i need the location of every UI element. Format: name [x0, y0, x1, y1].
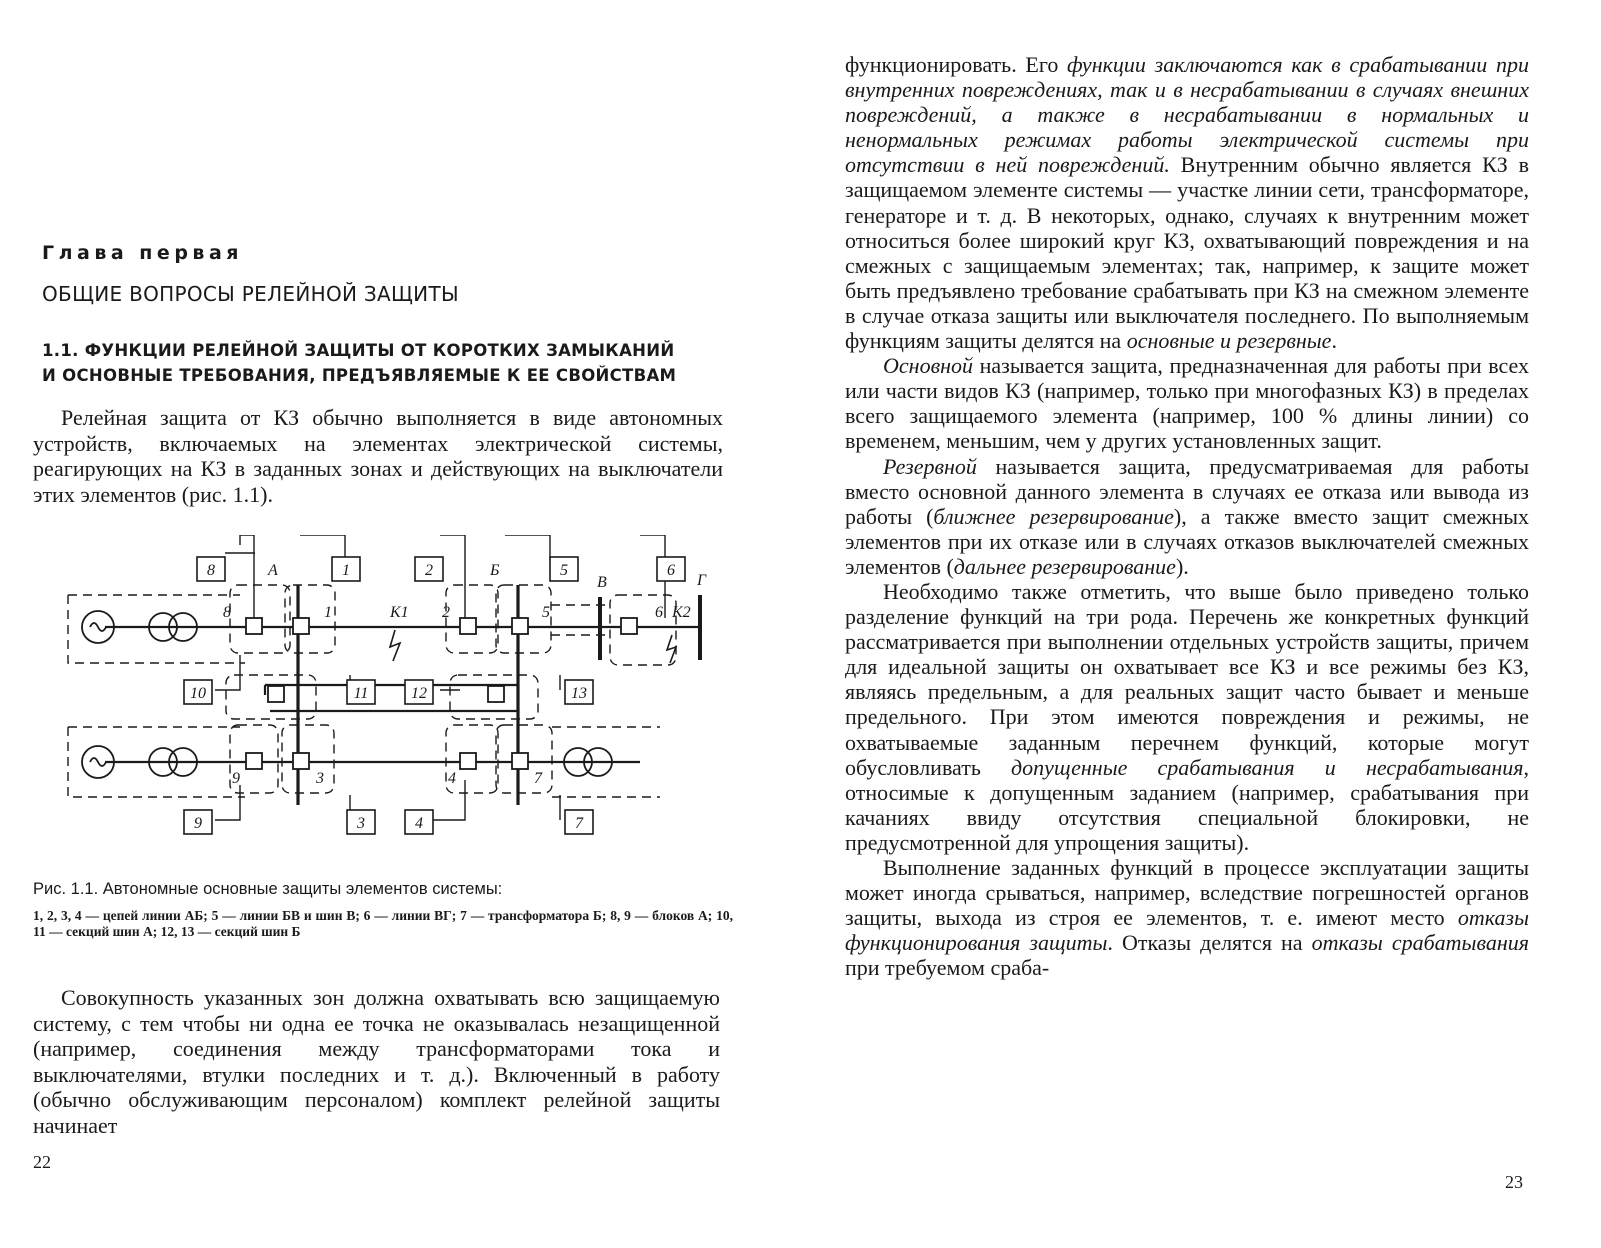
- breaker-label-9: 9: [232, 770, 240, 787]
- italic-run: Основной: [883, 353, 974, 379]
- right-paragraph-5: [845, 855, 1529, 980]
- italic-run: отказы функционирования защиты: [845, 905, 1529, 956]
- breaker-label-1: 1: [324, 604, 332, 621]
- italic-run: Резервной: [883, 453, 977, 479]
- relay-box-label: 6: [667, 562, 675, 579]
- italic-run: дальнее резервирование: [953, 553, 1176, 579]
- relay-box-label: 13: [571, 685, 587, 702]
- chapter-title: ОБЩИЕ ВОПРОСЫ РЕЛЕЙНОЙ ЗАЩИТЫ: [42, 282, 459, 306]
- text-run: при требуемом сраба-: [845, 955, 1050, 981]
- page-number-left: 22: [33, 1152, 51, 1172]
- bus-label-b: Б: [490, 562, 500, 579]
- right-page: [800, 0, 1601, 1248]
- right-paragraph-4: [845, 579, 1529, 855]
- breaker-label-5: 5: [542, 604, 550, 621]
- left-paragraph-1: [33, 405, 723, 507]
- section-title: [42, 338, 732, 388]
- bus-label-a: А: [268, 562, 278, 579]
- text-run: . Отказы делятся на: [1107, 930, 1312, 956]
- relay-box-label: 2: [425, 562, 433, 579]
- italic-run: допущенные срабатывания и несрабатывания: [1011, 754, 1524, 780]
- left-paragraph-2: [33, 985, 720, 1139]
- fault-icon: [390, 630, 676, 663]
- text-run: называется защита, предусматриваемая для работы вместо основной данного элемента в случаях ее отказа или вывода из работы (: [845, 453, 1529, 529]
- right-page-body: [845, 52, 1529, 980]
- text-run: ), а также вместо защит смежных элементов при их отказе или в случаях отказов выключателей смежных элементов (: [845, 503, 1529, 579]
- left-paragraph-2-text: Совокупность указанных зон должна охватывать всю защищаемую систему, с тем чтобы ни одна ее точка не оказывалась незащищенной (например, соединения между трансформаторами тока и выключателями, втулки последних и т. д.). Включенный в работу (обычно обслуживающим персоналом) комплект релейной защиты начинает: [33, 985, 720, 1138]
- bus-label-v: В: [597, 574, 607, 591]
- relay-boxes: [184, 557, 685, 834]
- text-run: Выполнение заданных функций в процессе эксплуатации защиты может иногда срываться, например, вследствие погрешностей органов защиты, выхода из строя ее элементов, т. е. имеют место: [845, 855, 1529, 931]
- text-run: называется защита, предназначенная для работы при всех или части видов КЗ (например, только при многофазных КЗ) в пределах всего защищаемого элемента (например, 100 % длины линии) со временем, меньшим, чем у других установленных защит.: [845, 353, 1529, 454]
- breaker-label-2: 2: [442, 604, 450, 621]
- breaker-label-7: 7: [534, 770, 542, 787]
- relay-box-label: 10: [190, 685, 206, 702]
- chapter-label: Глава первая: [42, 242, 243, 264]
- relay-box-label: 8: [207, 562, 215, 579]
- breaker-label-4: 4: [448, 770, 456, 787]
- figure-legend: 1, 2, 3, 4 — цепей линии АБ; 5 — линии БВ и шин В; 6 — линии ВГ; 7 — трансформатора Б; 8, 9 — блоков А; 10, 11 — секций шин А; 12, 13 — секций шин Б: [33, 908, 733, 939]
- text-run: , относимые к допущенным заданием (например, срабатывания при качаниях ввиду отсутствия специальной блокировки, не предусмотренной для упрощения защиты).: [845, 754, 1529, 855]
- figure-caption: Рис. 1.1. Автономные основные защиты элементов системы:: [33, 880, 503, 898]
- generator-icon: [82, 611, 114, 778]
- italic-run: ближнее резервирование: [933, 503, 1174, 529]
- relay-box-label: 12: [411, 685, 427, 702]
- breaker-label-3: 3: [316, 770, 324, 787]
- left-page: [0, 0, 790, 1248]
- relay-box-label: 4: [415, 815, 423, 832]
- section-title-line2: И ОСНОВНЫЕ ТРЕБОВАНИЯ, ПРЕДЪЯВЛЯЕМЫЕ К ЕЕ СВОЙСТВАМ: [42, 366, 677, 385]
- section-title-line1: 1.1. ФУНКЦИИ РЕЛЕЙНОЙ ЗАЩИТЫ ОТ КОРОТКИХ ЗАМЫКАНИЙ: [42, 341, 675, 360]
- italic-run: отказы срабатывания: [1311, 930, 1529, 956]
- relay-box-label: 3: [357, 815, 365, 832]
- text-run: .: [1331, 328, 1337, 354]
- right-paragraph-1: [845, 52, 1529, 353]
- right-paragraph-3: [845, 454, 1529, 579]
- text-run: Внутренним обычно является КЗ в защищаемом элементе системы — участке линии сети, трансформаторе, генераторе и т. д. В некоторых, однако, случаях к внутренним может относиться более широкий круг КЗ, охватывающий повреждения и на смежных с защищаемым элементах; так, например, к защите может быть предъявлено требование срабатывать при КЗ на смежном элементе в случае отказа защиты или выключателя последнего. По выполняемым функциям защиты делятся на: [845, 152, 1529, 354]
- text-run: ).: [1175, 553, 1189, 579]
- breaker-label-6: 6: [655, 604, 663, 621]
- protection-zones-diagram: [60, 535, 720, 855]
- text-run: Необходимо также отметить, что выше было приведено только разделение функций на три рода. Перечень же конкретных функций рассматривается при выполнении отдельных устройств защиты, причем для идеальной защиты он охватывает все КЗ и все режимы без КЗ, являясь предельным, а для реальных защит часто бывает и меньше предельного. При этом имеются повреждения и режимы, не охватываемые заданным перечнем функций, которые могут обусловливать: [845, 578, 1529, 780]
- page-number-right: 23: [1505, 1172, 1523, 1192]
- fault-label-k1: K1: [390, 604, 409, 621]
- text-run: функционировать. Его: [845, 52, 1068, 77]
- relay-box-label: 11: [353, 685, 369, 702]
- relay-box-label: 5: [560, 562, 568, 579]
- right-paragraph-2: [845, 353, 1529, 453]
- bus-label-g: Г: [697, 572, 707, 589]
- relay-box-label: 9: [194, 815, 202, 832]
- relay-box-label: 1: [342, 562, 350, 579]
- relay-box-label: 7: [575, 815, 583, 832]
- breaker-label-8: 8: [223, 604, 231, 621]
- fault-label-k2: K2: [672, 604, 691, 621]
- transformer-icon: [149, 613, 612, 776]
- italic-run: основные и резервные: [1126, 328, 1332, 354]
- left-paragraph-1-text: Релейная защита от КЗ обычно выполняется в виде автономных устройств, включаемых на элементах электрической системы, реагирующих на КЗ в заданных зонах и действующих на выключатели этих элементов (рис. 1.1).: [33, 405, 723, 507]
- italic-run: функции заключаются как в срабатывании при внутренних повреждениях, так и в несрабатывании в случаях внешних повреждений, а также в несрабатывании в нормальных и ненормальных режимах работы электрической системы при отсутствии в ней повреждений.: [845, 52, 1529, 178]
